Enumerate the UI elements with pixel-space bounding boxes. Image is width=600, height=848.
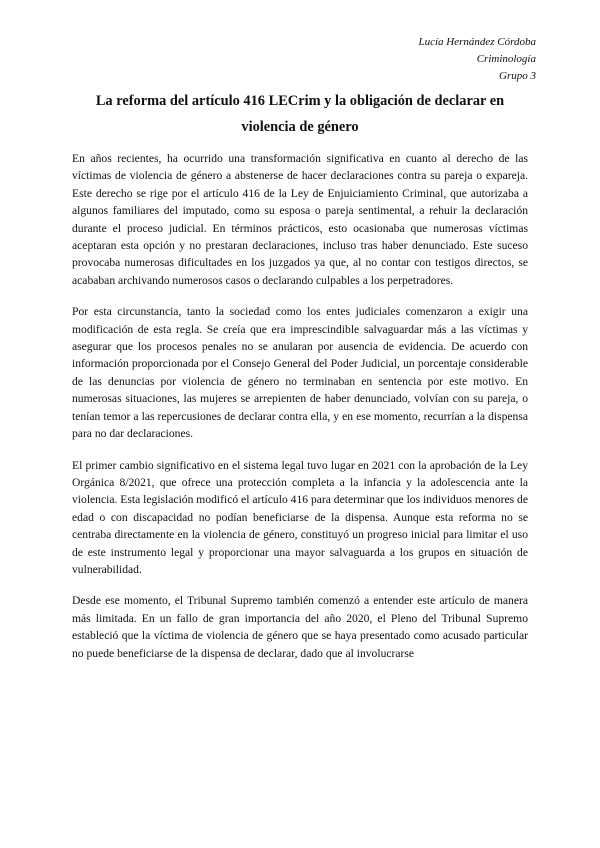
page-header — [418, 34, 536, 85]
document-title: La reforma del artículo 416 LECrim y la obligación de declarar en violencia de género — [95, 93, 505, 135]
document-body — [72, 150, 528, 676]
paragraph: En años recientes, ha ocurrido una transformación significativa en cuanto al derecho de las víctimas de violencia de género a abstenerse de hacer declaraciones contra su pareja o expareja. Este derecho se rige por el artículo 416 de la Ley de Enjuiciamiento Criminal, que autorizaba a algunos familiares del imputado, como su esposa o pareja sentimental, a rehuir la declaración durante el proceso judicial. En términos prácticos, esto ocasionaba que numerosas víctimas aceptaran esta opción y no prestaran declaraciones, incluso tras haber denunciado. Este suceso provocaba numerosas dificultades en los juzgados ya que, al no contar con testigos directos, se acababan archivando numerosos casos o declarando culpables a los perpetradores. — [72, 152, 528, 287]
paragraph: El primer cambio significativo en el sistema legal tuvo lugar en 2021 con la aprobación de la Ley Orgánica 8/2021, que ofrece una protección completa a la infancia y la adolescencia ante la violencia. Esta legislación modificó el artículo 416 para determinar que los individuos menores de edad o con discapacidad no podían beneficiarse de la dispensa. Aunque esta reforma no se centraba directamente en la violencia de género, constituyó un progreso inicial para limitar el uso de este instrumento legal y proporcionar una mayor salvaguarda a los grupos en situación de vulnerabilidad. — [72, 458, 528, 576]
group-name: Grupo 3 — [499, 70, 536, 82]
subject-name: Criminología — [476, 53, 536, 65]
paragraph: Desde ese momento, el Tribunal Supremo también comenzó a entender este artículo de manera más limitada. En un fallo de gran importancia del año 2020, el Pleno del Tribunal Supremo estableció que la víctima de violencia de género que se haya presentado como acusado particular no puede beneficiarse de la dispensa de declarar, dado que al involucrarse — [72, 594, 528, 660]
author-name: Lucía Hernández Córdoba — [418, 36, 536, 48]
paragraph: Por esta circunstancia, tanto la sociedad como los entes judiciales comenzaron a exigir una modificación de esta regla. Se creía que era imprescindible salvaguardar más a las víctimas y asegurar que los procesos penales no se anularan por ausencia de evidencia. De acuerdo con información proporcionada por el Consejo General del Poder Judicial, un porcentaje considerable de las denuncias por violencia de género no terminaban en sentencia por este motivo. En numerosas situaciones, las mujeres se arrepienten de haber denunciado, volvían con su pareja, o tenían temor a las repercusiones de declarar contra ella, y en ese momento, recurrían a la dispensa para no dar declaraciones. — [72, 305, 528, 441]
